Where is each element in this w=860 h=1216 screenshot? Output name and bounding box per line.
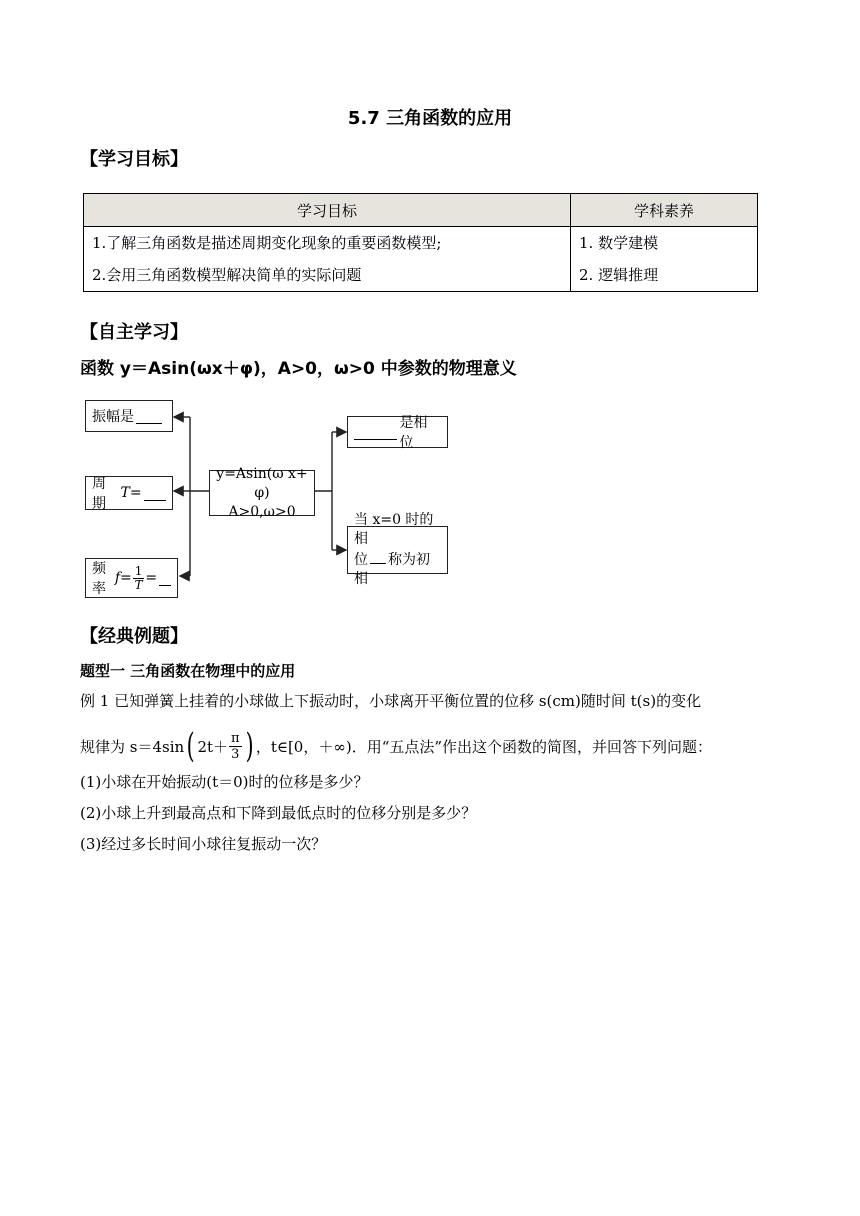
frequency-label: 频率 (92, 561, 106, 597)
function-formula: y=Asin(ω x+ φ) (216, 465, 308, 501)
amplitude-blank (136, 409, 162, 424)
literacy-item-2: 2. 逻辑推理 (579, 266, 659, 284)
phase-label: 是相位 (399, 415, 428, 451)
period-box: 周期 T = (85, 476, 173, 510)
initial-phase-blank (370, 549, 386, 564)
period-label: 周期 (92, 476, 106, 512)
table-header-row (84, 194, 758, 227)
question-1: (1)小球在开始振动(t＝0)时的位移是多少？ (80, 773, 369, 791)
parameter-diagram (80, 392, 460, 604)
page-title: 5.7 三角函数的应用 (347, 108, 513, 129)
right-paren: ) (245, 726, 254, 766)
initial-phase-line-1: 当 x=0 时的相 (354, 512, 434, 547)
table-cell-goals (84, 227, 571, 292)
frequency-blank (159, 571, 171, 586)
table-row (84, 227, 758, 292)
question-3: (3)经过多长时间小球往复振动一次？ (80, 835, 327, 853)
phase-blank (354, 425, 397, 440)
example-1-formula (184, 726, 256, 766)
goal-item-1: 1.了解三角函数是描述周期变化现象的重要函数模型; (92, 234, 442, 252)
section-heading-examples: 【经典例题】 (80, 626, 188, 647)
function-conditions: A>0,ω>0 (228, 503, 296, 520)
formula-main: 2t＋ (197, 737, 229, 756)
section-heading-goals: 【学习目标】 (80, 149, 188, 170)
period-variable: T (120, 485, 130, 501)
question-2: (2)小球上升到最高点和下降到最低点时的位移分别是多少？ (80, 804, 477, 822)
section-heading-self-study: 【自主学习】 (80, 322, 188, 343)
left-paren: ( (186, 726, 195, 766)
table-header-literacy: 学科素养 (571, 194, 758, 227)
example-1-line-2 (80, 726, 712, 766)
example-1-lead: 规律为 s＝4sin (80, 737, 185, 756)
amplitude-label: 振幅是 (92, 409, 134, 425)
frequency-box: 频率 f = $\frac{1}{T}$ = (85, 558, 178, 598)
question-type-heading: 题型一 三角函数在物理中的应用 (80, 662, 296, 680)
self-study-heading: 函数 y＝Asin(ωx＋φ)，A>0，ω>0 中参数的物理意义 (80, 359, 517, 379)
table-cell-literacy (571, 227, 758, 292)
table-header-goals: 学习目标 (84, 194, 571, 227)
example-1-tail: ，t∈[0，＋∞)．用“五点法”作出这个函数的简图，并回答下列问题： (255, 737, 713, 756)
formula-fraction: π 3 (231, 730, 240, 762)
function-box (209, 465, 315, 520)
amplitude-box (85, 400, 173, 432)
initial-phase-box (347, 512, 448, 587)
goals-table (83, 193, 758, 292)
frequency-fraction: $\frac{1}{T}$ (134, 563, 143, 592)
frequency-variable: f (114, 570, 121, 586)
example-1-line-1: 例 1 已知弹簧上挂着的小球做上下振动时，小球离开平衡位置的位移 s(cm)随时间 t(s)的变化 (80, 692, 702, 710)
literacy-item-1: 1. 数学建模 (579, 234, 659, 252)
period-blank (144, 486, 166, 501)
phase-box (347, 415, 448, 451)
initial-phase-line-2: 位 称为初相 (354, 549, 441, 589)
goal-item-2: 2.会用三角函数模型解决简单的实际问题 (92, 266, 362, 284)
